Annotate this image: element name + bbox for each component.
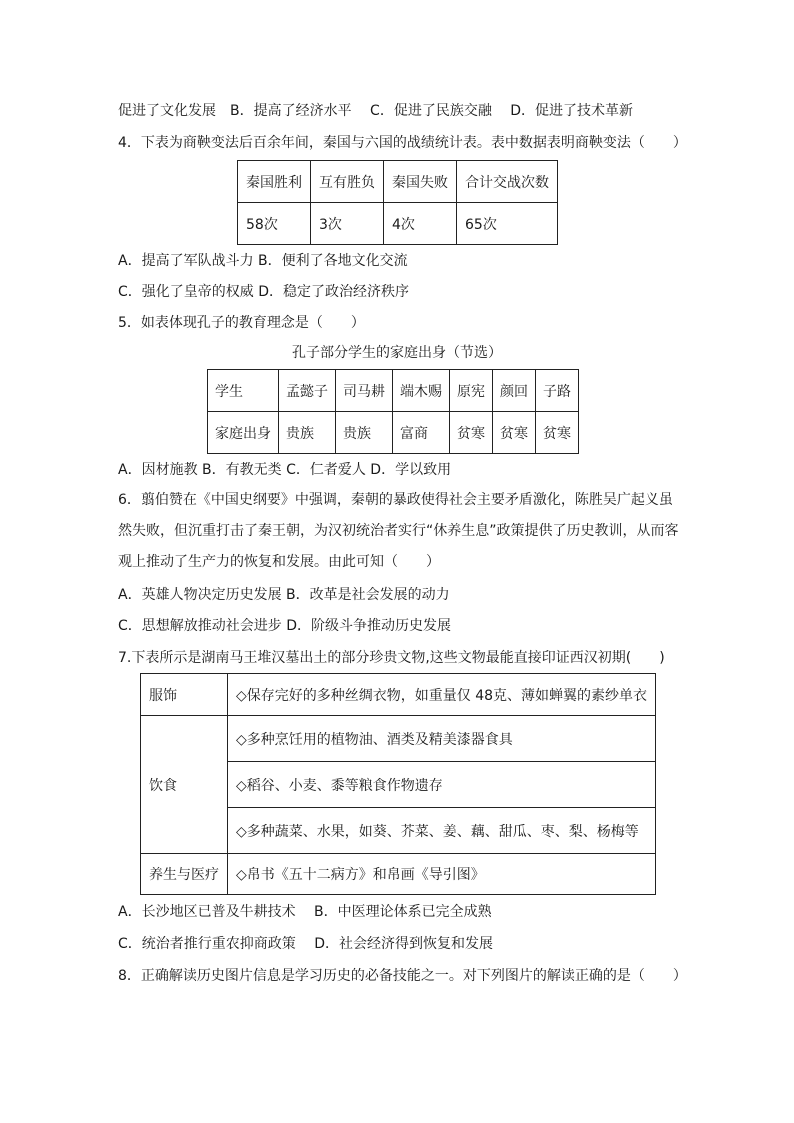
q3-options: 促进了文化发展 B．提高了经济水平 C．促进了民族交融 D．促进了技术革新 — [118, 103, 634, 119]
q5-table — [207, 369, 579, 454]
table-cell: 贵族 — [336, 412, 393, 454]
q6-stem-line-3: 观上推动了生产力的恢复和发展。由此可知（ ） — [118, 554, 440, 570]
q5-table-caption: 孔子部分学生的家庭出身（节选） — [292, 345, 502, 361]
table-cell: 孟懿子 — [279, 370, 336, 412]
table-row — [238, 161, 558, 203]
q6-stem-line-2: 然失败，但沉重打击了秦王朝，为汉初统治者实行“休养生息”政策提供了历史教训，从而客 — [118, 523, 679, 539]
table-cell: ◇帛书《五十二病方》和帛画《导引图》 — [228, 854, 656, 895]
q7-options-a-b: A．长沙地区已普及牛耕技术 B．中医理论体系已完全成熟 — [118, 904, 492, 920]
table-row — [238, 203, 558, 245]
table-cell: 服饰 — [141, 674, 228, 716]
table-cell: 子路 — [536, 370, 579, 412]
table-row — [141, 854, 656, 895]
table-cell: 合计交战次数 — [457, 161, 558, 203]
table-cell: 端木赐 — [393, 370, 450, 412]
table-cell: 58次 — [238, 203, 311, 245]
table-cell: 3次 — [311, 203, 384, 245]
table-cell: 秦国失败 — [384, 161, 457, 203]
table-row — [208, 370, 579, 412]
table-cell: 养生与医疗 — [141, 854, 228, 895]
table-cell: 贵族 — [279, 412, 336, 454]
table-row — [141, 674, 656, 716]
q6-options-a-b: A．英雄人物决定历史发展 B．改革是社会发展的动力 — [118, 587, 450, 603]
table-cell: 贫寒 — [493, 412, 536, 454]
table-cell: 秦国胜利 — [238, 161, 311, 203]
table-cell: ◇多种蔬菜、水果，如葵、芥菜、姜、藕、甜瓜、枣、梨、杨梅等 — [228, 808, 656, 854]
table-cell: 原宪 — [450, 370, 493, 412]
q6-options-c-d: C．思想解放推动社会进步 D．阶级斗争推动历史发展 — [118, 618, 452, 634]
table-cell: 贫寒 — [536, 412, 579, 454]
table-row — [141, 716, 656, 762]
table-cell: 饮食 — [141, 716, 228, 854]
q4-stem: 4．下表为商鞅变法后百余年间，秦国与六国的战绩统计表。表中数据表明商鞅变法（ ） — [118, 135, 687, 151]
table-cell: 家庭出身 — [208, 412, 279, 454]
table-cell: 富商 — [393, 412, 450, 454]
table-cell: 颜回 — [493, 370, 536, 412]
table-cell: 学生 — [208, 370, 279, 412]
q6-stem-line-1: 6．翦伯赞在《中国史纲要》中强调，秦朝的暴政使得社会主要矛盾激化，陈胜吴广起义虽 — [118, 492, 673, 508]
table-cell: 65次 — [457, 203, 558, 245]
q4-options-a-b: A．提高了军队战斗力 B．便利了各地文化交流 — [118, 253, 408, 269]
table-cell: 贫寒 — [450, 412, 493, 454]
q7-table — [140, 673, 656, 895]
table-cell: ◇保存完好的多种丝绸衣物，如重量仅 48克、薄如蝉翼的素纱单衣 — [228, 674, 656, 716]
q7-options-c-d: C．统治者推行重农抑商政策 D．社会经济得到恢复和发展 — [118, 936, 494, 952]
table-cell: ◇稻谷、小麦、黍等粮食作物遗存 — [228, 762, 656, 808]
q4-table — [237, 160, 558, 245]
q5-stem: 5．如表体现孔子的教育理念是（ ） — [118, 315, 365, 331]
q8-stem: 8．正确解读历史图片信息是学习历史的必备技能之一。对下列图片的解读正确的是（ ） — [118, 968, 687, 984]
q5-options: A．因材施教 B．有教无类 C．仁者爱人 D．学以致用 — [118, 462, 452, 478]
q4-options-c-d: C．强化了皇帝的权威 D．稳定了政治经济秩序 — [118, 284, 410, 300]
q7-stem: 7.下表所示是湖南马王堆汉墓出土的部分珍贵文物,这些文物最能直接印证西汉初期( ) — [118, 650, 665, 666]
table-cell: 互有胜负 — [311, 161, 384, 203]
table-cell: 4次 — [384, 203, 457, 245]
table-cell: ◇多种烹饪用的植物油、酒类及精美漆器食具 — [228, 716, 656, 762]
table-cell: 司马耕 — [336, 370, 393, 412]
table-row — [208, 412, 579, 454]
